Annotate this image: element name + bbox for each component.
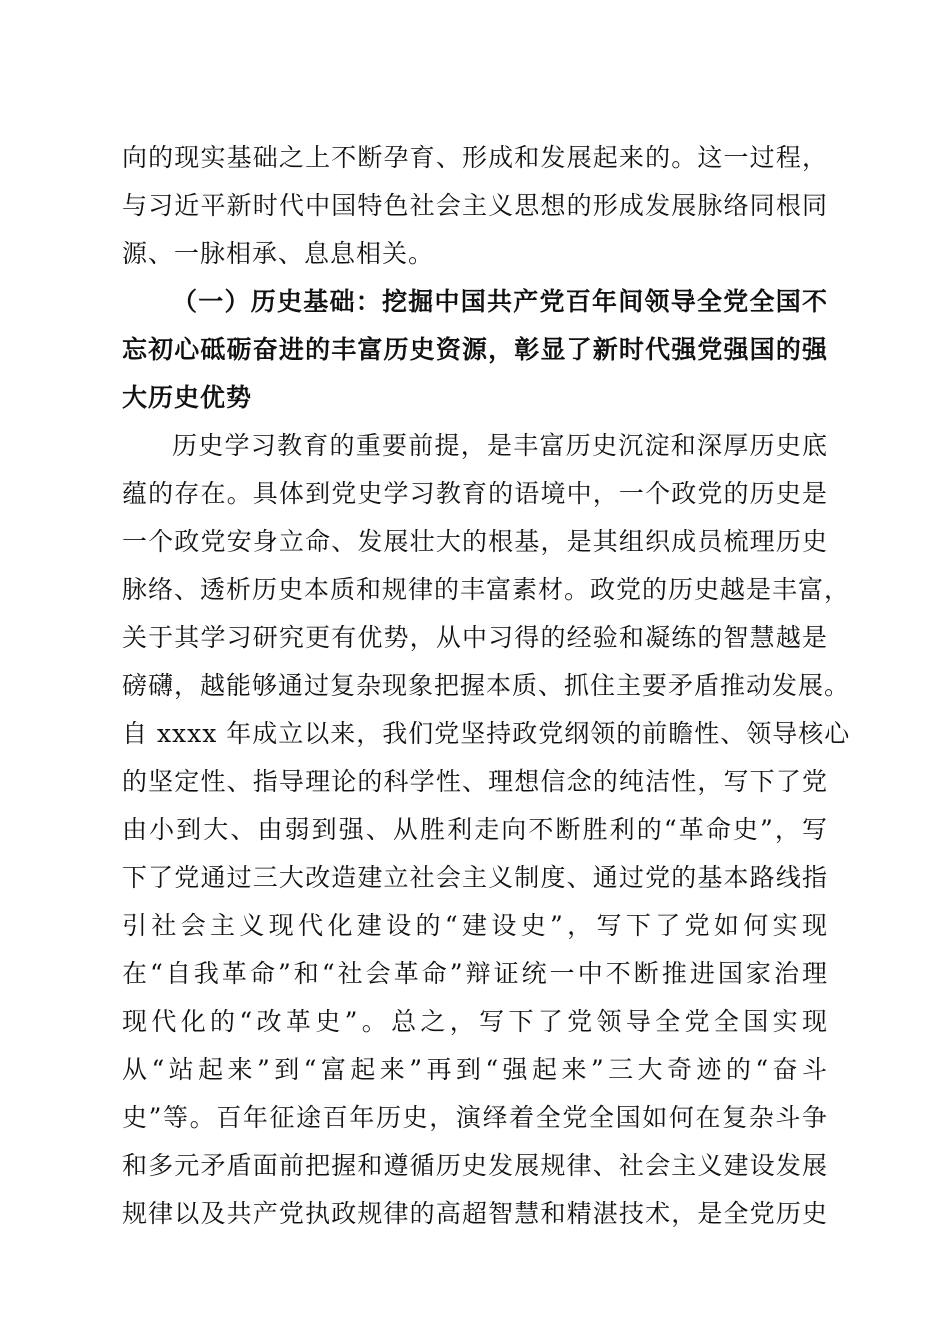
text-line: 规律以及共产党执政规律的高超智慧和精湛技术，是全党历史 (122, 1199, 828, 1228)
text-line: 磅礴，越能够通过复杂现象把握本质、抓住主要矛盾推动发展。 (122, 671, 851, 700)
text-line: 向的现实基础之上不断孕育、形成和发展起来的。这一过程， (122, 143, 828, 172)
text-line: 自 xxxx 年成立以来，我们党坚持政党纲领的前瞻性、领导核心 (122, 719, 851, 748)
heading-line: 忘初心砥砺奋进的丰富历史资源，彰显了新时代强党强国的强 (122, 335, 828, 364)
text-line: 历史学习教育的重要前提，是丰富历史沉淀和深厚历史底 (172, 431, 828, 460)
heading-line: 大历史优势 (122, 383, 253, 412)
text-line: 脉络、透析历史本质和规律的丰富素材。政党的历史越是丰富， (122, 575, 851, 604)
heading-line: （一）历史基础：挖掘中国共产党百年间领导全党全国不 (172, 287, 828, 316)
text-line: 从“站起来”到“富起来”再到“强起来”三大奇迹的“奋斗 (122, 1055, 828, 1084)
text-line: 关于其学习研究更有优势，从中习得的经验和凝练的智慧越是 (122, 623, 828, 652)
text-line: 由小到大、由弱到强、从胜利走向不断胜利的“革命史”，写 (122, 815, 828, 844)
text-line: 史”等。百年征途百年历史，演绎着全党全国如何在复杂斗争 (122, 1103, 828, 1132)
text-line: 蕴的存在。具体到党史学习教育的语境中，一个政党的历史是 (122, 479, 828, 508)
text-line: 下了党通过三大改造建立社会主义制度、通过党的基本路线指 (122, 863, 828, 892)
text-line: 在“自我革命”和“社会革命”辩证统一中不断推进国家治理 (122, 959, 828, 988)
text-line: 引社会主义现代化建设的“建设史”，写下了党如何实现 (122, 911, 828, 940)
text-line: 的坚定性、指导理论的科学性、理想信念的纯洁性，写下了党 (122, 767, 828, 796)
text-line: 源、一脉相承、息息相关。 (122, 239, 435, 268)
text-line: 与习近平新时代中国特色社会主义思想的形成发展脉络同根同 (122, 191, 828, 220)
text-line: 现代化的“改革史”。总之，写下了党领导全党全国实现 (122, 1007, 828, 1036)
text-line: 和多元矛盾面前把握和遵循历史发展规律、社会主义建设发展 (122, 1151, 828, 1180)
text-line: 一个政党安身立命、发展壮大的根基，是其组织成员梳理历史 (122, 527, 828, 556)
